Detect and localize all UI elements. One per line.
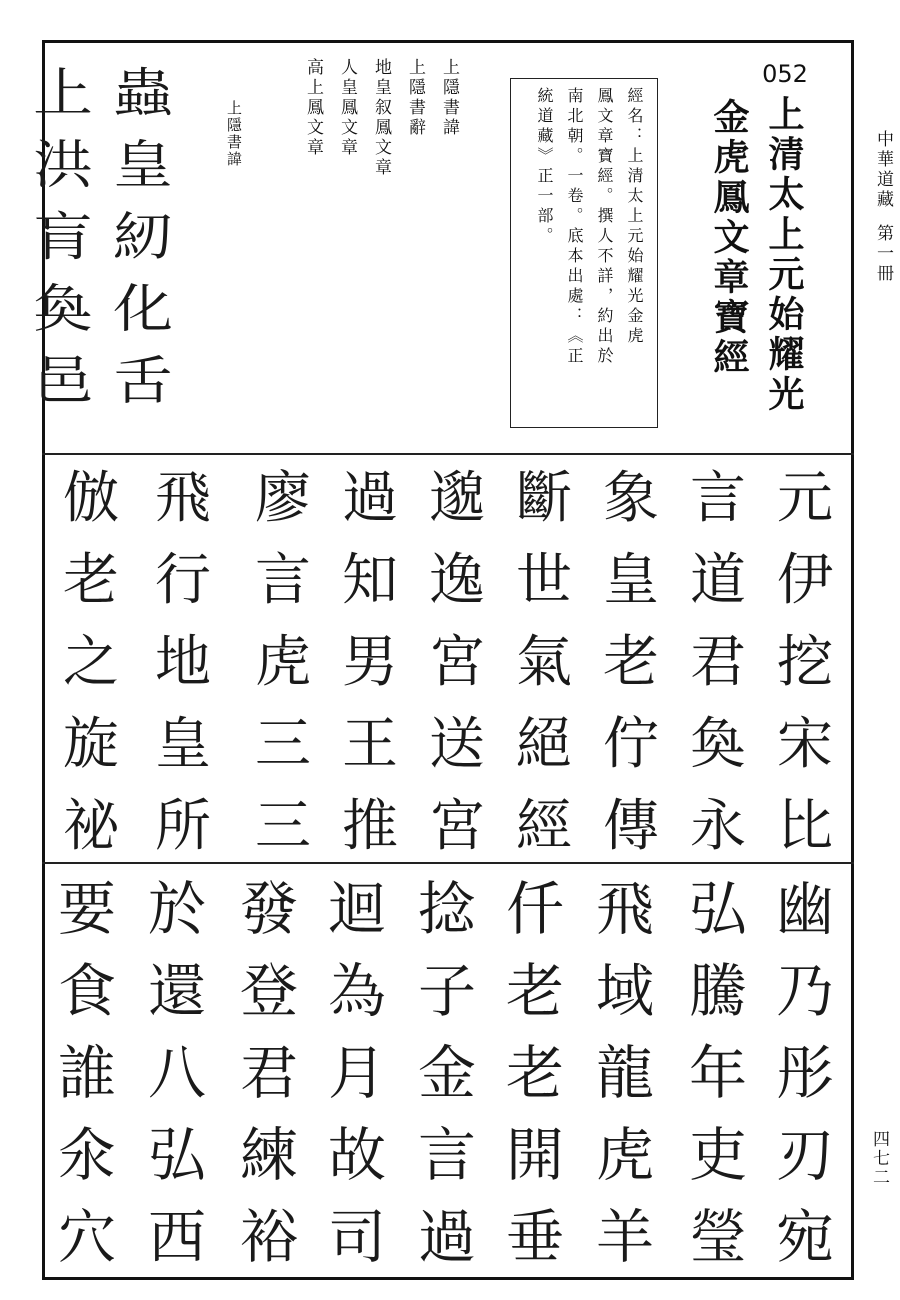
seal-char: 奐 — [690, 712, 746, 777]
seal-char: 飛 — [595, 875, 654, 943]
seal-char: 男 — [342, 630, 398, 695]
seal-char: 老 — [63, 548, 119, 613]
scripture-info-box — [510, 78, 658, 428]
seal-char: 逸 — [429, 548, 485, 613]
seal-char: 為 — [327, 957, 386, 1025]
section-divider-top — [42, 453, 854, 455]
section-list-item-5: 高上鳳文章 — [303, 58, 323, 158]
seal-char: 言 — [690, 466, 746, 531]
book-title: 中華道藏 — [873, 130, 893, 210]
seal-char: 西 — [147, 1203, 206, 1271]
seal-char: 於 — [147, 875, 206, 943]
seal-char: 要 — [57, 875, 116, 943]
seal-column-mid-9 — [56, 458, 126, 868]
seal-char: 氣 — [516, 630, 572, 695]
volume-label: 第一冊 — [873, 224, 893, 284]
seal-char: 龍 — [595, 1039, 654, 1107]
info-line-2: 鳳文章寶經。撰人不詳，約出於 — [595, 87, 614, 367]
seal-column-bot-4 — [500, 868, 570, 1278]
seal-char: 老 — [603, 630, 659, 695]
seal-char: 金 — [417, 1039, 476, 1107]
seal-char: 倣 — [63, 466, 119, 531]
page-number: 四七二 — [869, 1130, 889, 1187]
seal-char: 皇 — [603, 548, 659, 613]
section-heading: 上隱書諱 — [225, 100, 243, 168]
seal-char: 刃 — [775, 1121, 834, 1189]
seal-char: 王 — [342, 712, 398, 777]
seal-char: 紉 — [113, 208, 173, 268]
seal-char: 皇 — [113, 136, 173, 196]
seal-char: 旋 — [63, 712, 119, 777]
seal-char: 言 — [255, 548, 311, 613]
seal-char: 幽 — [775, 875, 834, 943]
seal-char: 象 — [603, 466, 659, 531]
seal-char: 佇 — [603, 712, 659, 777]
seal-char: 化 — [113, 280, 173, 340]
seal-char: 域 — [595, 957, 654, 1025]
seal-column-bot-3 — [590, 868, 660, 1278]
seal-char: 穴 — [57, 1203, 116, 1271]
info-line-3: 南北朝。一卷。底本出處：《正 — [565, 87, 584, 367]
seal-char: 弘 — [147, 1121, 206, 1189]
seal-char: 瑩 — [688, 1203, 747, 1271]
seal-column-mid-4 — [509, 458, 579, 868]
seal-char: 祕 — [63, 794, 119, 859]
seal-char: 彤 — [775, 1039, 834, 1107]
seal-char: 飛 — [155, 466, 211, 531]
seal-char: 知 — [342, 548, 398, 613]
seal-char: 宋 — [777, 712, 833, 777]
seal-char: 絕 — [516, 712, 572, 777]
seal-char: 捻 — [417, 875, 476, 943]
section-list-item-4: 人皇鳳文章 — [337, 58, 357, 158]
seal-column-mid-5 — [422, 458, 492, 868]
seal-char: 吏 — [688, 1121, 747, 1189]
seal-char: 子 — [417, 957, 476, 1025]
seal-char: 奐 — [33, 280, 93, 340]
seal-column-mid-6 — [335, 458, 405, 868]
seal-char: 年 — [688, 1039, 747, 1107]
seal-char: 垂 — [505, 1203, 564, 1271]
seal-column-mid-2 — [683, 458, 753, 868]
seal-char: 廖 — [255, 466, 311, 531]
seal-char: 乃 — [775, 957, 834, 1025]
seal-column-bot-5 — [412, 868, 482, 1278]
info-line-4: 統道藏》正一部。 — [535, 87, 554, 247]
seal-char: 月 — [327, 1039, 386, 1107]
seal-char: 羊 — [595, 1203, 654, 1271]
seal-column-top-2 — [28, 58, 98, 418]
seal-char: 老 — [505, 957, 564, 1025]
seal-char: 老 — [505, 1039, 564, 1107]
seal-char: 元 — [777, 466, 833, 531]
seal-char: 肓 — [33, 208, 93, 268]
seal-char: 三 — [255, 794, 311, 859]
seal-char: 騰 — [688, 957, 747, 1025]
seal-char: 斷 — [516, 466, 572, 531]
seal-char: 邑 — [33, 352, 93, 412]
seal-char: 食 — [57, 957, 116, 1025]
running-header — [860, 130, 896, 330]
seal-char: 虎 — [255, 630, 311, 695]
seal-char: 過 — [342, 466, 398, 531]
seal-char: 君 — [239, 1039, 298, 1107]
seal-char: 世 — [516, 548, 572, 613]
seal-char: 伊 — [777, 548, 833, 613]
seal-char: 宛 — [775, 1203, 834, 1271]
seal-char: 弘 — [688, 875, 747, 943]
seal-char: 地 — [155, 630, 211, 695]
section-list-item-3: 地皇叙鳳文章 — [371, 58, 391, 178]
seal-column-bot-9 — [52, 868, 122, 1278]
seal-char: 誰 — [57, 1039, 116, 1107]
seal-char: 迴 — [327, 875, 386, 943]
seal-char: 君 — [690, 630, 746, 695]
seal-column-bot-6 — [322, 868, 392, 1278]
seal-column-mid-8 — [148, 458, 218, 868]
seal-char: 永 — [690, 794, 746, 859]
seal-column-bot-1 — [770, 868, 840, 1278]
seal-char: 八 — [147, 1039, 206, 1107]
seal-char: 虎 — [595, 1121, 654, 1189]
seal-char: 三 — [255, 712, 311, 777]
seal-char: 皇 — [155, 712, 211, 777]
seal-char: 宮 — [429, 630, 485, 695]
scripture-info-text — [521, 87, 649, 419]
seal-char: 開 — [505, 1121, 564, 1189]
seal-char: 裕 — [239, 1203, 298, 1271]
seal-column-bot-8 — [142, 868, 212, 1278]
info-line-1: 經名：上清太上元始耀光金虎 — [625, 87, 644, 347]
seal-char: 經 — [516, 794, 572, 859]
seal-char: 仟 — [505, 875, 564, 943]
seal-char: 還 — [147, 957, 206, 1025]
seal-char: 登 — [239, 957, 298, 1025]
seal-char: 傳 — [603, 794, 659, 859]
seal-char: 上 — [33, 64, 93, 124]
seal-char: 推 — [342, 794, 398, 859]
seal-char: 言 — [417, 1121, 476, 1189]
seal-char: 蟲 — [113, 64, 173, 124]
seal-char: 練 — [239, 1121, 298, 1189]
title-line-1: 上清太上元始耀光 — [763, 95, 804, 415]
title-line-2: 金虎鳳文章寶經 — [708, 98, 749, 378]
seal-column-mid-7 — [248, 458, 318, 868]
doc-number: 052 — [762, 60, 808, 88]
seal-char: 送 — [429, 712, 485, 777]
seal-char: 發 — [239, 875, 298, 943]
seal-char: 行 — [155, 548, 211, 613]
seal-char: 挖 — [777, 630, 833, 695]
seal-column-bot-7 — [234, 868, 304, 1278]
seal-char: 之 — [63, 630, 119, 695]
seal-char: 所 — [155, 794, 211, 859]
seal-char: 洪 — [33, 136, 93, 196]
seal-char: 過 — [417, 1203, 476, 1271]
seal-char: 宮 — [429, 794, 485, 859]
seal-column-mid-1 — [770, 458, 840, 868]
seal-char: 比 — [777, 794, 833, 859]
section-list-item-2: 上隱書辭 — [405, 58, 425, 138]
seal-char: 氽 — [57, 1121, 116, 1189]
seal-column-top-1 — [108, 58, 178, 418]
section-list-item-1: 上隱書諱 — [439, 58, 459, 138]
seal-column-mid-3 — [596, 458, 666, 868]
seal-char: 司 — [327, 1203, 386, 1271]
seal-char: 邈 — [429, 466, 485, 531]
seal-column-bot-2 — [683, 868, 753, 1278]
seal-char: 舌 — [113, 352, 173, 412]
seal-char: 故 — [327, 1121, 386, 1189]
seal-char: 道 — [690, 548, 746, 613]
